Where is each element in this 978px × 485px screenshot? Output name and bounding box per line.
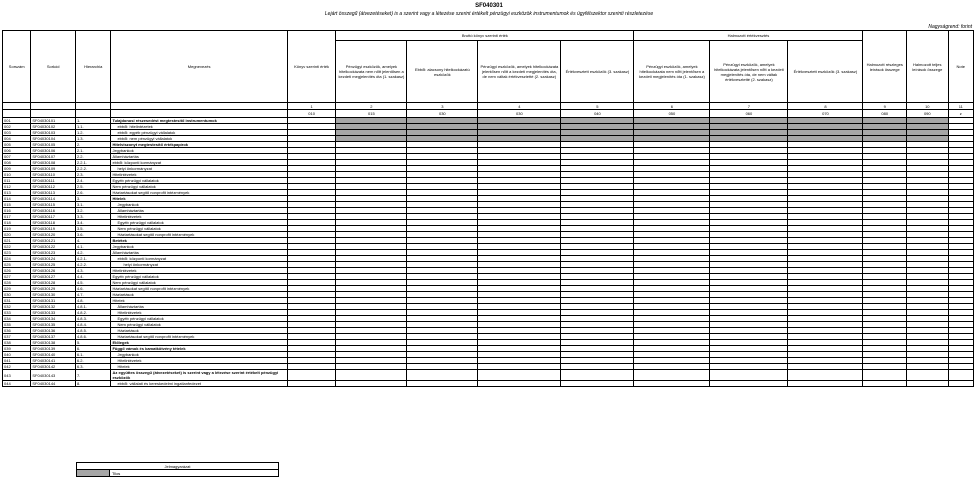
row-label: Függő vámok és kamatkötvény tételek xyxy=(111,346,287,352)
row-number: 034 xyxy=(3,316,31,322)
row-number: 032 xyxy=(3,304,31,310)
data-cell[interactable] xyxy=(634,381,710,387)
row-label: Hitelintézetek xyxy=(111,310,287,316)
row-code: SF04030114 xyxy=(31,196,76,202)
row-code: SF04030102 xyxy=(31,124,76,130)
header-halmozott-leirasok: Halmozott részleges leírások összege xyxy=(863,31,907,103)
row-hierarchy: 8. xyxy=(75,381,110,387)
row-hierarchy: 4.2. xyxy=(75,250,110,256)
row-number: 023 xyxy=(3,250,31,256)
row-hierarchy: 1. xyxy=(75,118,110,124)
col-code: 030 xyxy=(407,110,478,118)
legend xyxy=(76,462,279,477)
row-code: SF04030138 xyxy=(31,340,76,346)
col-code: 010 xyxy=(287,110,336,118)
row-code: SF04030109 xyxy=(31,166,76,172)
row-code: SF04030133 xyxy=(31,310,76,316)
col-code: 015 xyxy=(336,110,407,118)
header-brutto-low-risk: Ebből: alacsony hitelkockázatú eszközök xyxy=(407,41,478,103)
row-label: ebből: központi kormányzat xyxy=(111,160,287,166)
row-label: Háztartásokat segítő nonprofit intézmények xyxy=(111,232,287,238)
col-number: 2 xyxy=(336,103,407,110)
header-sorkod: Sorkód xyxy=(31,31,76,103)
data-cell[interactable] xyxy=(634,370,710,381)
row-number: 012 xyxy=(3,184,31,190)
row-number: 007 xyxy=(3,154,31,160)
row-code: SF04030108 xyxy=(31,160,76,166)
row-code: SF04030111 xyxy=(31,178,76,184)
data-cell[interactable] xyxy=(863,381,907,387)
row-code: SF04030135 xyxy=(31,322,76,328)
col-code: 050 xyxy=(634,110,710,118)
row-number: 039 xyxy=(3,346,31,352)
row-number: 043 xyxy=(3,370,31,381)
header-group-halmozott: Halmozott értékvesztés xyxy=(634,31,863,41)
row-hierarchy: 3.1. xyxy=(75,202,110,208)
row-hierarchy: 7. xyxy=(75,370,110,381)
row-code: SF04030101 xyxy=(31,118,76,124)
row-hierarchy: 4.6. xyxy=(75,286,110,292)
row-code: SF04030127 xyxy=(31,274,76,280)
header-brutto-stage3: Értékvesztett eszközök (3. szakasz) xyxy=(561,41,634,103)
row-number: 011 xyxy=(3,178,31,184)
row-number: 001 xyxy=(3,118,31,124)
table-row xyxy=(3,370,974,381)
data-cell[interactable] xyxy=(948,381,973,387)
row-number: 006 xyxy=(3,148,31,154)
col-code: 070 xyxy=(788,110,863,118)
col-number: 11 xyxy=(948,103,973,110)
row-number: 008 xyxy=(3,160,31,166)
col-code: 090 xyxy=(907,110,949,118)
row-code: SF04030103 xyxy=(31,130,76,136)
row-hierarchy: 2.2. xyxy=(75,154,110,160)
row-code: SF04030104 xyxy=(31,136,76,142)
row-code: SF04030126 xyxy=(31,268,76,274)
row-code: SF04030110 xyxy=(31,172,76,178)
row-number: 009 xyxy=(3,166,31,172)
row-hierarchy: 6. xyxy=(75,346,110,352)
row-label: Egyéb pénzügyi vállalatok xyxy=(111,316,287,322)
row-label: Háztartások xyxy=(111,328,287,334)
row-code: SF04030143 xyxy=(31,370,76,381)
row-hierarchy: 4.1. xyxy=(75,244,110,250)
data-cell[interactable] xyxy=(788,381,863,387)
col-number: 1 xyxy=(287,103,336,110)
row-label: Az együttes összegű (átvezetéseket) is szerint vagy a létezése szerint értékelt pénzügyi eszközök xyxy=(111,370,287,381)
row-code: SF04030115 xyxy=(31,202,76,208)
row-code: SF04030106 xyxy=(31,148,76,154)
row-code: SF04030141 xyxy=(31,358,76,364)
row-code: SF04030105 xyxy=(31,142,76,148)
row-number: 041 xyxy=(3,358,31,364)
row-label: Hitelek xyxy=(111,364,287,370)
row-number: 038 xyxy=(3,340,31,346)
row-number: 029 xyxy=(3,286,31,292)
row-hierarchy: 4.8.2. xyxy=(75,310,110,316)
row-hierarchy: 6.3. xyxy=(75,364,110,370)
row-hierarchy: 6.2. xyxy=(75,358,110,364)
row-code: SF04030134 xyxy=(31,316,76,322)
row-label: Államháztartás xyxy=(111,154,287,160)
row-hierarchy: 4.8.1. xyxy=(75,304,110,310)
col-code: z xyxy=(948,110,973,118)
header-brutto-stage1: Pénzügyi eszközök, amelyek hitelkockázata nem nőtt jelentősen a kezdeti megjelenítés óta (1. szakasz) xyxy=(336,41,407,103)
row-hierarchy: 4. xyxy=(75,238,110,244)
row-number: 005 xyxy=(3,142,31,148)
row-hierarchy: 3.4. xyxy=(75,220,110,226)
row-number: 026 xyxy=(3,268,31,274)
col-code: 030 xyxy=(478,110,561,118)
data-cell[interactable] xyxy=(478,370,561,381)
row-label: ebből: vállalati és kereskedelmi ingatlanfedezet xyxy=(111,381,287,387)
row-hierarchy: 2.5. xyxy=(75,184,110,190)
row-number: 037 xyxy=(3,334,31,340)
unit-note: Nagyságrend: forint xyxy=(928,24,972,30)
row-hierarchy: 4.8.6. xyxy=(75,334,110,340)
row-label: Nem pénzügyi vállalatok xyxy=(111,280,287,286)
data-cell[interactable] xyxy=(287,381,336,387)
row-hierarchy: 3.3. xyxy=(75,214,110,220)
table-row xyxy=(3,381,974,387)
row-code: SF04030129 xyxy=(31,286,76,292)
form-code-title: SF040301 xyxy=(475,3,503,9)
row-label: Egyéb pénzügyi vállalatok xyxy=(111,274,287,280)
data-cell[interactable] xyxy=(907,381,949,387)
header-halmozott-teljes: Halmozott teljes leírások összege xyxy=(907,31,949,103)
row-number: 044 xyxy=(3,381,31,387)
row-label: ebből: nem pénzügyi vállalatok xyxy=(111,136,287,142)
data-cell[interactable] xyxy=(407,381,478,387)
row-hierarchy: 2.2.2. xyxy=(75,166,110,172)
row-number: 004 xyxy=(3,136,31,142)
header-hierarchia: Hierarchia xyxy=(75,31,110,103)
header-halmozott-stage2: Pénzügyi eszközök, amelyek hitelkockázata jelentősen nőtt a kezdeti megjelenítés óta, de nem váltak értékvesztetté (2. szakasz) xyxy=(710,41,788,103)
row-label: ebből: hitelintézetek xyxy=(111,124,287,130)
row-hierarchy: 2.3. xyxy=(75,172,110,178)
row-hierarchy: 2. xyxy=(75,142,110,148)
row-number: 027 xyxy=(3,274,31,280)
row-label: Hitelek xyxy=(111,196,287,202)
header-konyv-szerinti: Könyv szerinti érték xyxy=(287,31,336,103)
row-label: Betétek xyxy=(111,238,287,244)
col-number: 8 xyxy=(788,103,863,110)
row-hierarchy: 4.8.4. xyxy=(75,322,110,328)
row-code: SF04030139 xyxy=(31,346,76,352)
row-label: Jegybankok xyxy=(111,148,287,154)
row-number: 040 xyxy=(3,352,31,358)
row-code: SF04030112 xyxy=(31,184,76,190)
data-cell[interactable] xyxy=(336,381,407,387)
row-label: Államháztartás xyxy=(111,208,287,214)
row-label: Hitelviszonyt megtestesítő értékpapírok xyxy=(111,142,287,148)
row-hierarchy: 4.8. xyxy=(75,298,110,304)
row-number: 017 xyxy=(3,214,31,220)
row-label: Államháztartás xyxy=(111,304,287,310)
row-hierarchy: 4.2.1. xyxy=(75,256,110,262)
header-sorszam: Sorszám xyxy=(3,31,31,103)
row-label: Hitelintézetek xyxy=(111,268,287,274)
data-cell[interactable] xyxy=(863,370,907,381)
col-number: 3 xyxy=(407,103,478,110)
row-label: Tulajdonosi részesedést megtestesítő instrumentumok xyxy=(111,118,287,124)
row-hierarchy: 4.2.2. xyxy=(75,262,110,268)
data-cell[interactable] xyxy=(907,370,949,381)
col-number: 9 xyxy=(863,103,907,110)
row-label: Hitelintézetek xyxy=(111,358,287,364)
row-hierarchy: 1.1. xyxy=(75,124,110,130)
row-number: 030 xyxy=(3,292,31,298)
row-code: SF04030117 xyxy=(31,214,76,220)
row-number: 014 xyxy=(3,196,31,202)
row-label: Nem pénzügyi vállalatok xyxy=(111,322,287,328)
header-megnevezes: Megnevezés xyxy=(111,31,287,103)
row-code: SF04030136 xyxy=(31,328,76,334)
row-hierarchy: 6.1. xyxy=(75,352,110,358)
row-code: SF04030140 xyxy=(31,352,76,358)
row-label: Államháztartás xyxy=(111,250,287,256)
data-cell[interactable] xyxy=(561,381,634,387)
row-number: 036 xyxy=(3,328,31,334)
col-number: 4 xyxy=(478,103,561,110)
row-hierarchy: 4.3. xyxy=(75,268,110,274)
form-subtitle: Lejárt összegű (átvezetéseket) is a szerint vagy a létezése szerint értékelt pénzügyi eszközök instrumentumok és ügyfélszektor szerinti részletezése xyxy=(324,11,654,17)
row-number: 018 xyxy=(3,220,31,226)
report-table xyxy=(2,30,974,387)
row-code: SF04030130 xyxy=(31,292,76,298)
legend-gray-swatch xyxy=(77,470,110,477)
row-label: Háztartásokat segítő nonprofit intézmények xyxy=(111,334,287,340)
row-label: Jegybankok xyxy=(111,202,287,208)
col-code: 060 xyxy=(710,110,788,118)
row-label: Háztartásokat segítő nonprofit intézmények xyxy=(111,190,287,196)
row-number: 022 xyxy=(3,244,31,250)
row-number: 021 xyxy=(3,238,31,244)
row-label: Egyéb pénzügyi vállalatok xyxy=(111,220,287,226)
row-number: 025 xyxy=(3,262,31,268)
row-label: helyi önkormányzat xyxy=(111,166,287,172)
row-number: 013 xyxy=(3,190,31,196)
row-label: ebből: egyéb pénzügyi vállalatok xyxy=(111,130,287,136)
row-number: 010 xyxy=(3,172,31,178)
col-code: 040 xyxy=(561,110,634,118)
table-body xyxy=(3,118,974,387)
row-code: SF04030107 xyxy=(31,154,76,160)
row-code: SF04030144 xyxy=(31,381,76,387)
data-cell[interactable] xyxy=(561,370,634,381)
row-number: 020 xyxy=(3,232,31,238)
header-note: Note xyxy=(948,31,973,103)
row-hierarchy: 3. xyxy=(75,196,110,202)
row-label: Egyéb pénzügyi vállalatok xyxy=(111,178,287,184)
data-cell[interactable] xyxy=(407,370,478,381)
row-label: Jegybankok xyxy=(111,244,287,250)
col-code: 080 xyxy=(863,110,907,118)
row-label: Nem pénzügyi vállalatok xyxy=(111,226,287,232)
col-number: 5 xyxy=(561,103,634,110)
row-code: SF04030125 xyxy=(31,262,76,268)
row-label: Hitelintézetek xyxy=(111,172,287,178)
row-label: Jegybankok xyxy=(111,352,287,358)
row-code: SF04030116 xyxy=(31,208,76,214)
row-label: ebből: központi kormányzat xyxy=(111,256,287,262)
row-label: Háztartásokat segítő nonprofit intézmények xyxy=(111,286,287,292)
row-number: 035 xyxy=(3,322,31,328)
row-code: SF04030121 xyxy=(31,238,76,244)
row-code: SF04030122 xyxy=(31,244,76,250)
legend-title: Jelmagyarázat xyxy=(77,463,279,470)
col-number: 6 xyxy=(634,103,710,110)
row-number: 015 xyxy=(3,202,31,208)
data-cell[interactable] xyxy=(710,381,788,387)
row-code: SF04030113 xyxy=(31,190,76,196)
col-number: 7 xyxy=(710,103,788,110)
row-code: SF04030142 xyxy=(31,364,76,370)
row-number: 028 xyxy=(3,280,31,286)
row-code: SF04030128 xyxy=(31,280,76,286)
row-hierarchy: 1.2. xyxy=(75,130,110,136)
row-code: SF04030132 xyxy=(31,304,76,310)
row-label: Előlegek xyxy=(111,340,287,346)
row-hierarchy: 2.4. xyxy=(75,178,110,184)
row-number: 019 xyxy=(3,226,31,232)
row-hierarchy: 4.8.5. xyxy=(75,328,110,334)
row-hierarchy: 5. xyxy=(75,340,110,346)
row-code: SF04030123 xyxy=(31,250,76,256)
row-number: 024 xyxy=(3,256,31,262)
row-number: 042 xyxy=(3,364,31,370)
row-code: SF04030124 xyxy=(31,256,76,262)
data-cell[interactable] xyxy=(336,370,407,381)
row-hierarchy: 1.3. xyxy=(75,136,110,142)
row-hierarchy: 3.6. xyxy=(75,232,110,238)
row-code: SF04030131 xyxy=(31,298,76,304)
row-label: Nem pénzügyi vállalatok xyxy=(111,184,287,190)
header-halmozott-stage3: Értékvesztett eszközök (3. szakasz) xyxy=(788,41,863,103)
data-cell[interactable] xyxy=(788,370,863,381)
row-code: SF04030119 xyxy=(31,226,76,232)
header-halmozott-stage1: Pénzügyi eszközök, amelyek hitelkockázata nem nőtt jelentősen a kezdeti megjelenítés óta (1. szakasz) xyxy=(634,41,710,103)
row-code: SF04030120 xyxy=(31,232,76,238)
data-cell[interactable] xyxy=(478,381,561,387)
row-hierarchy: 4.7. xyxy=(75,292,110,298)
row-hierarchy: 2.2.1. xyxy=(75,160,110,166)
row-hierarchy: 4.5. xyxy=(75,280,110,286)
row-number: 031 xyxy=(3,298,31,304)
data-cell[interactable] xyxy=(948,370,973,381)
row-hierarchy: 3.2. xyxy=(75,208,110,214)
col-number: 10 xyxy=(907,103,949,110)
data-cell[interactable] xyxy=(710,370,788,381)
row-label: Hitelek xyxy=(111,298,287,304)
row-number: 003 xyxy=(3,130,31,136)
row-hierarchy: 4.8.3. xyxy=(75,316,110,322)
data-cell[interactable] xyxy=(287,370,336,381)
row-hierarchy: 2.1. xyxy=(75,148,110,154)
header-group-brutto: Bruttó könyv szerinti érték xyxy=(336,31,634,41)
row-code: SF04030118 xyxy=(31,220,76,226)
row-label: helyi önkormányzat xyxy=(111,262,287,268)
header-brutto-stage2: Pénzügyi eszközök, amelyek hitelkockázata jelentősen nőtt a kezdeti megjelenítés óta, de nem váltak értékvesztetté (2. szakasz) xyxy=(478,41,561,103)
row-label: Háztartások xyxy=(111,292,287,298)
row-number: 002 xyxy=(3,124,31,130)
row-hierarchy: 3.5. xyxy=(75,226,110,232)
row-label: Hitelintézetek xyxy=(111,214,287,220)
row-hierarchy: 4.4. xyxy=(75,274,110,280)
row-number: 016 xyxy=(3,208,31,214)
row-number: 033 xyxy=(3,310,31,316)
row-hierarchy: 2.6. xyxy=(75,190,110,196)
legend-gray-label: Tilos xyxy=(110,470,279,477)
row-code: SF04030137 xyxy=(31,334,76,340)
